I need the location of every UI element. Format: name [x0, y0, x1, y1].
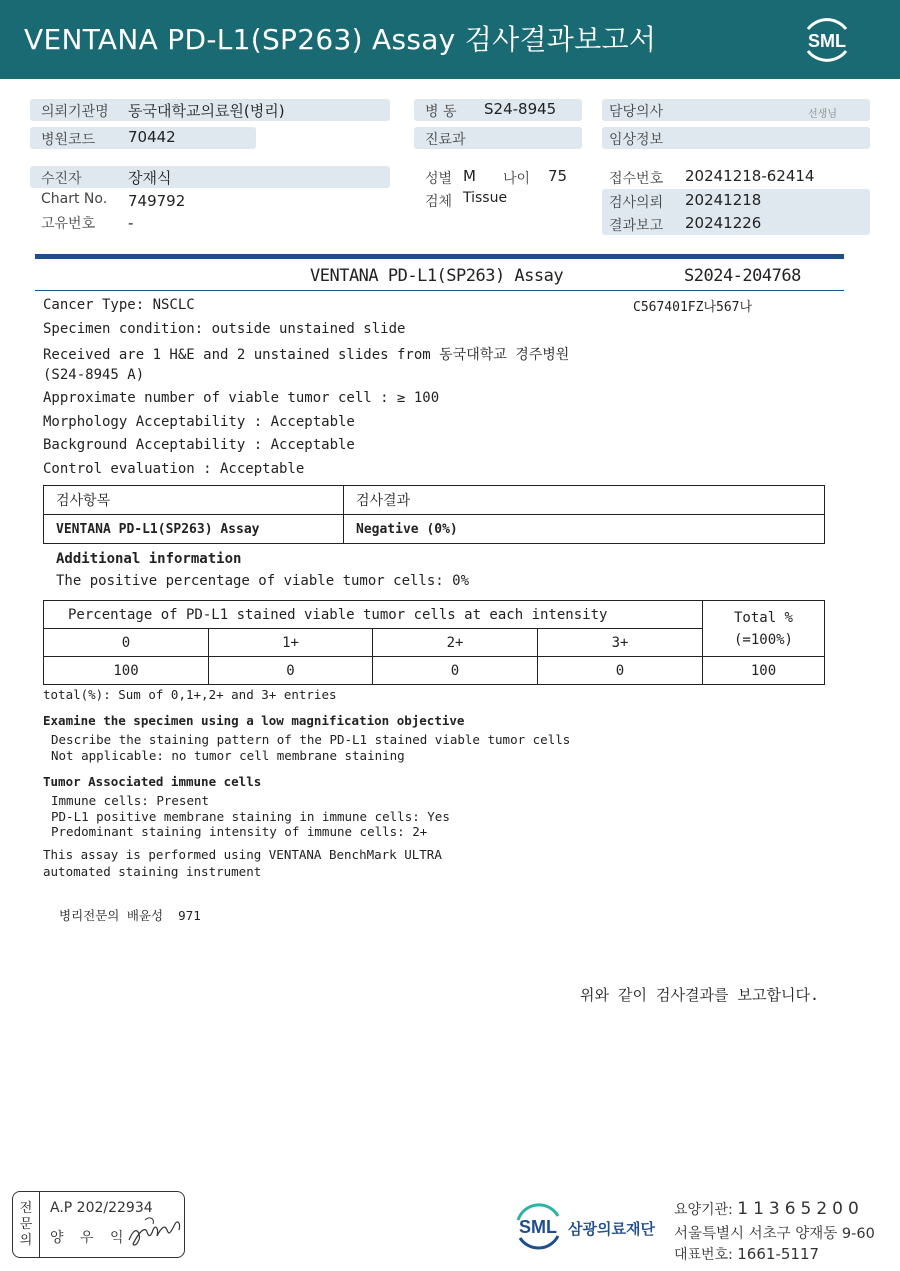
assay-note: automated staining instrument: [43, 864, 262, 879]
ward-value: S24-8945: [484, 100, 557, 118]
org-phone: [674, 1244, 819, 1264]
intensity-col: 0: [44, 629, 209, 657]
immune-line: Immune cells: Present: [51, 793, 210, 808]
report-date-value: 20241226: [685, 214, 762, 232]
report-line: Control evaluation : Acceptable: [43, 461, 305, 477]
report-title: VENTANA PD-L1(SP263) Assay 검사결과보고서: [24, 23, 657, 56]
org-address: 서울특별시 서초구 양재동 9-60: [674, 1226, 875, 1242]
request-value: 20241218: [685, 191, 762, 209]
institution-code-label: 요양기관:: [674, 1202, 738, 1218]
total-header: [703, 601, 825, 657]
immune-line: PD-L1 positive membrane staining in immune cells: Yes: [51, 809, 450, 824]
specimen-code: C567401FZ나567나: [633, 300, 753, 315]
phone-value: 1661-5117: [737, 1245, 820, 1263]
title-underline: [35, 290, 844, 291]
stamp-char: 전: [19, 1200, 33, 1216]
sml-logo-icon: [798, 11, 856, 69]
intensity-total: 100: [703, 657, 825, 685]
dept-label: 진료과: [425, 132, 466, 148]
doctor-suffix: 선생님: [808, 109, 837, 120]
stamp-char: 문: [19, 1216, 33, 1232]
pathologist: 병리전문의 배윤성 971: [59, 908, 201, 923]
report-line: Approximate number of viable tumor cell : ≥ 100: [43, 390, 440, 406]
total-note: total(%): Sum of 0,1+,2+ and 3+ entries: [43, 687, 337, 702]
patient-row: [30, 166, 390, 188]
report-number: S2024-204768: [684, 266, 801, 286]
immune-title: Tumor Associated immune cells: [43, 774, 262, 789]
report-line: Cancer Type: NSCLC: [43, 297, 195, 313]
report-line: Specimen condition: outside unstained slide: [43, 321, 406, 337]
intensity-value: 0: [209, 657, 373, 685]
svg-text:SML: SML: [808, 31, 846, 51]
sex-label: 성별: [425, 171, 453, 187]
stamp-char: 의: [19, 1232, 33, 1248]
uid-label: 고유번호: [41, 216, 96, 232]
hospital-code-value: 70442: [128, 128, 176, 146]
intensity-col: 3+: [538, 629, 703, 657]
examine-line: Describe the staining pattern of the PD-L1 stained viable tumor cells: [51, 732, 571, 747]
total-header-line1: Total %: [733, 609, 793, 626]
stamp-side-label: [13, 1192, 40, 1257]
institution-code: [674, 1199, 864, 1219]
ward-label: 병 동: [425, 104, 457, 120]
clinical-label: 임상정보: [609, 132, 664, 148]
intensity-col: 1+: [209, 629, 373, 657]
additional-text: The positive percentage of viable tumor cells: 0%: [56, 573, 470, 589]
institution-code-value: 11365200: [737, 1199, 864, 1219]
report-line: Morphology Acceptability : Acceptable: [43, 414, 355, 430]
report-header: [0, 0, 900, 79]
report-divider: [35, 254, 844, 259]
intensity-caption: Percentage of PD-L1 stained viable tumor cells at each intensity: [44, 601, 703, 629]
specimen-value: Tissue: [463, 190, 508, 206]
specimen-label: 검체: [425, 194, 453, 210]
chart-value: 749792: [128, 192, 186, 210]
intensity-col: 2+: [373, 629, 538, 657]
total-header-line2: (=100%): [733, 631, 793, 648]
examine-line: Not applicable: no tumor cell membrane staining: [51, 748, 405, 763]
receipt-label: 접수번호: [609, 171, 664, 187]
patient-label: 수진자: [41, 171, 82, 187]
hospital-value: 동국대학교의료원(병리): [128, 102, 285, 120]
intensity-value: 100: [44, 657, 209, 685]
svg-text:SML: SML: [519, 1217, 557, 1237]
age-value: 75: [548, 167, 568, 185]
report-line: Received are 1 H&E and 2 unstained slides from 동국대학교 경주병원: [43, 347, 570, 363]
chart-label: Chart No.: [41, 191, 108, 207]
intensity-value: 0: [373, 657, 538, 685]
patient-value: 장재식: [128, 169, 172, 187]
result-item: VENTANA PD-L1(SP263) Assay: [44, 515, 344, 544]
intensity-table: [43, 600, 825, 685]
receipt-value: 20241218-62414: [685, 167, 815, 185]
immune-line: Predominant staining intensity of immune cells: 2+: [51, 824, 428, 839]
hospital-label: 의뢰기관명: [41, 104, 109, 120]
result-header-item: 검사항목: [44, 486, 344, 515]
age-label: 나이: [503, 171, 531, 187]
report-line: (S24-8945 A): [43, 367, 145, 383]
examine-title: Examine the specimen using a low magnification objective: [43, 713, 465, 728]
request-label: 검사의뢰: [609, 195, 664, 211]
intensity-value: 0: [538, 657, 703, 685]
uid-value: -: [128, 214, 134, 232]
stamp-ap-number: A.P 202/22934: [50, 1200, 153, 1216]
stamp-name: 양 우 익: [50, 1230, 130, 1246]
sml-footer-logo-icon: [510, 1198, 566, 1254]
assay-title: VENTANA PD-L1(SP263) Assay: [310, 266, 564, 286]
doctor-label: 담당의사: [609, 104, 664, 120]
signature-icon: [125, 1210, 185, 1254]
closing-statement: 위와 같이 검사결과를 보고합니다.: [580, 986, 819, 1004]
sex-value: M: [463, 167, 476, 185]
report-line: Background Acceptability : Acceptable: [43, 437, 355, 453]
report-date-label: 결과보고: [609, 218, 664, 234]
result-value: Negative (0%): [344, 515, 825, 544]
result-table: [43, 485, 825, 544]
additional-title: Additional information: [56, 551, 242, 567]
result-header-result: 검사결과: [344, 486, 825, 515]
pathologist-stamp: [12, 1191, 185, 1258]
phone-label: 대표번호:: [674, 1247, 738, 1263]
hospital-code-label: 병원코드: [41, 132, 96, 148]
org-name: 삼광의료재단: [568, 1220, 655, 1238]
assay-note: This assay is performed using VENTANA BenchMark ULTRA: [43, 847, 442, 862]
